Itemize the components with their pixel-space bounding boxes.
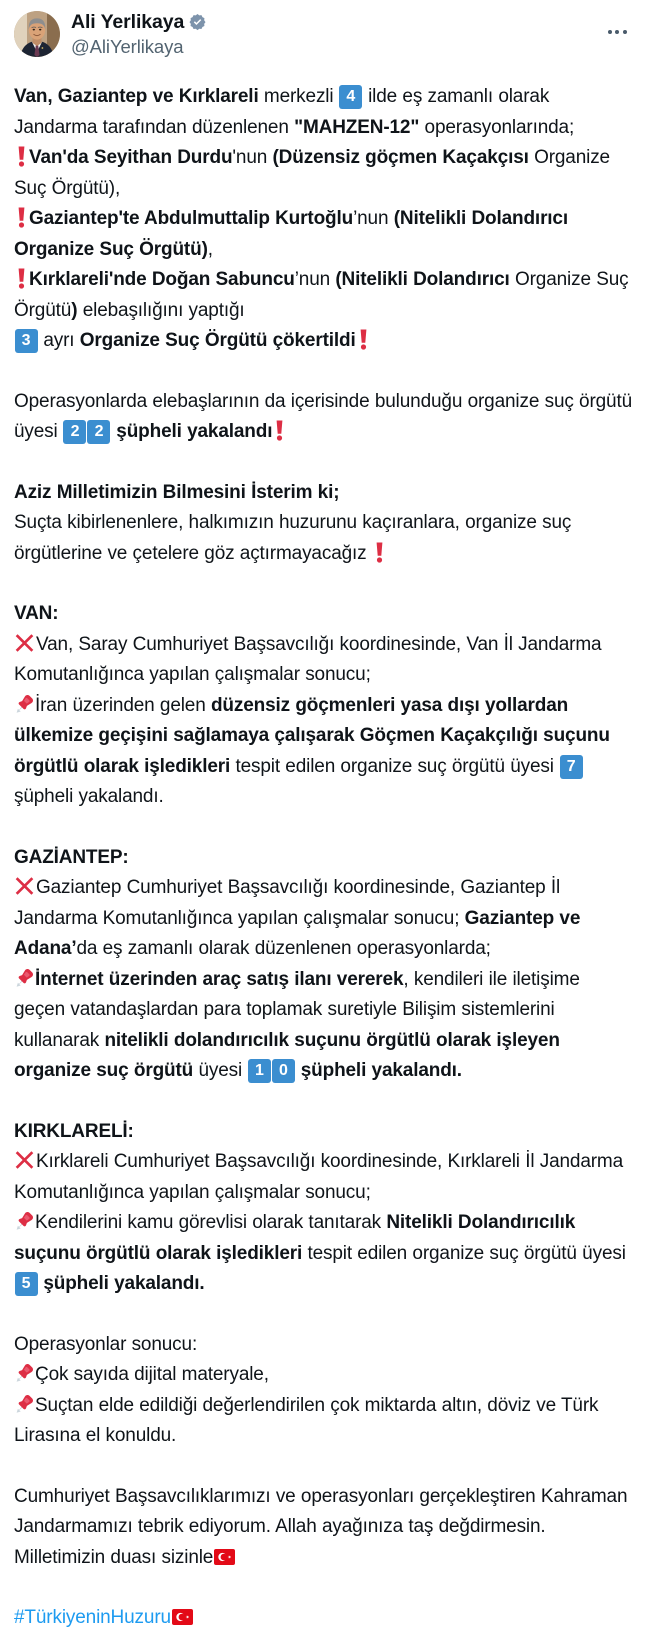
summary-paragraph bbox=[14, 387, 636, 448]
cross-mark-emoji bbox=[14, 875, 35, 896]
section-gaziantep-line-1b: da eş zamanlı olarak düzenlenen operasyonlarda; bbox=[76, 938, 491, 959]
thanks-paragraph bbox=[14, 1482, 636, 1574]
hashtag-paragraph bbox=[14, 1603, 636, 1634]
section-gaziantep bbox=[14, 843, 636, 1087]
results-item-2: Suçtan elde edildiği değerlendirilen çok miktarda altın, döviz ve Türk Lirasına el konuldu. bbox=[14, 1394, 599, 1446]
section-van-line-1: Van, Saray Cumhuriyet Başsavcılığı koordinesinde, Van İl Jandarma Komutanlığınca yapılan çalışmalar sonucu; bbox=[14, 633, 602, 685]
count-badge-van-suspects: 7 bbox=[560, 755, 583, 779]
bullet-3-org-bold: (Nitelikli Dolandırıcı bbox=[335, 269, 510, 290]
summary-bold: şüpheli yakalandı bbox=[116, 421, 273, 442]
section-van bbox=[14, 599, 636, 813]
name-row bbox=[71, 11, 207, 33]
section-kirklareli-text-2: tespit edilen organize suç örgütü üyesi bbox=[302, 1242, 626, 1264]
bullet-3-bold-3: ) bbox=[71, 299, 78, 321]
paragraph-spacer bbox=[14, 1087, 636, 1117]
turkey-flag-emoji bbox=[172, 1609, 193, 1625]
bullet-3-text-3: elebaşılığını yaptığı bbox=[77, 299, 245, 321]
count-badge-suspects-ones: 2 bbox=[87, 420, 110, 444]
display-name[interactable]: Ali Yerlikaya bbox=[71, 11, 185, 33]
intro-text-3: operasyonlarında; bbox=[419, 116, 575, 138]
bullet-3-text-1: ’nun bbox=[294, 269, 336, 290]
intro-text-1: merkezli bbox=[258, 86, 339, 107]
turkey-flag-emoji bbox=[214, 1549, 235, 1565]
exclamation-mark-emoji bbox=[17, 267, 26, 289]
intro-text-2: ilde eş zamanlı olarak Jandarma tarafından düzenlenen bbox=[14, 86, 550, 138]
tweet-header bbox=[14, 10, 636, 66]
pushpin-emoji bbox=[14, 1394, 34, 1414]
exclamation-mark-emoji bbox=[17, 206, 26, 228]
paragraph-spacer bbox=[14, 448, 636, 478]
results-heading: Operasyonlar sonucu: bbox=[14, 1333, 198, 1355]
closing-text-1: ayrı bbox=[38, 330, 80, 351]
exclamation-mark-emoji bbox=[17, 145, 26, 167]
section-gaziantep-bold-1: İnternet üzerinden araç satış ilanı vererek bbox=[35, 968, 404, 990]
count-badge-gaziantep-tens: 1 bbox=[248, 1059, 271, 1083]
pushpin-emoji bbox=[14, 1211, 34, 1231]
identity-block bbox=[71, 10, 207, 59]
pushpin-emoji bbox=[14, 694, 34, 714]
summary-text: Operasyonlarda elebaşlarının da içerisinde bulunduğu organize suç örgütü üyesi bbox=[14, 390, 633, 442]
statement-heading: Aziz Milletimizin Bilmesini İsterim ki; bbox=[14, 481, 340, 503]
paragraph-spacer bbox=[14, 1573, 636, 1603]
exclamation-mark-emoji bbox=[275, 419, 284, 441]
avatar[interactable] bbox=[14, 11, 60, 57]
bullet-3-name: Kırklareli'nde Doğan Sabuncu bbox=[29, 269, 295, 290]
bullet-2-text-2: , bbox=[207, 238, 213, 260]
verified-badge-icon bbox=[188, 13, 207, 32]
section-van-text-1: İran üzerinden gelen bbox=[35, 694, 211, 716]
pushpin-emoji bbox=[14, 968, 34, 988]
hashtag-link[interactable]: #TürkiyeninHuzuru bbox=[14, 1607, 171, 1628]
paragraph-spacer bbox=[14, 1452, 636, 1482]
bullet-2-name: Gaziantep'te Abdulmuttalip Kurtoğlu bbox=[29, 208, 354, 229]
results-paragraph bbox=[14, 1330, 636, 1452]
section-gaziantep-cities-bold: Gaziantep ve Adana’ bbox=[14, 907, 581, 959]
account-handle[interactable]: @AliYerlikaya bbox=[71, 36, 184, 58]
bullet-1-text-2: Organize Suç Örgütü), bbox=[14, 147, 610, 199]
section-kirklareli-bold-2: şüpheli yakalandı. bbox=[43, 1273, 205, 1294]
count-badge-provinces: 4 bbox=[339, 85, 362, 109]
intro-cities: Van, Gaziantep ve Kırklareli bbox=[14, 86, 259, 107]
bullet-1-name: Van'da Seyithan Durdu bbox=[29, 147, 233, 168]
section-gaziantep-bold-3: şüpheli yakalandı. bbox=[300, 1060, 462, 1081]
section-van-text-2: tespit edilen organize suç örgütü üyesi bbox=[230, 755, 560, 777]
exclamation-mark-emoji bbox=[375, 541, 384, 563]
count-badge-gaziantep-ones: 0 bbox=[272, 1059, 295, 1083]
section-kirklareli bbox=[14, 1117, 636, 1300]
paragraph-spacer bbox=[14, 813, 636, 843]
count-badge-kirklareli-suspects: 5 bbox=[15, 1272, 38, 1296]
intro-paragraph bbox=[14, 82, 636, 357]
thanks-text: Cumhuriyet Başsavcılıklarımızı ve operasyonları gerçekleştiren Kahraman Jandarmamızı tebrik ediyorum. Allah ayağınıza taş değdirmesin. Milletimizin duası sizinle bbox=[14, 1485, 628, 1568]
section-van-text-3: şüpheli yakalandı. bbox=[14, 786, 164, 807]
section-van-heading: VAN: bbox=[14, 603, 59, 624]
section-kirklareli-text-1: Kendilerini kamu görevlisi olarak tanıtarak bbox=[35, 1212, 387, 1233]
bullet-1-text-1: 'nun bbox=[232, 147, 273, 168]
section-kirklareli-bold-1: Nitelikli Dolandırıcılık suçunu örgütlü olarak işledikleri bbox=[14, 1212, 576, 1264]
pushpin-emoji bbox=[14, 1363, 34, 1383]
bullet-3-text-2: Organize Suç Örgütü bbox=[14, 269, 629, 321]
exclamation-mark-emoji bbox=[359, 328, 368, 350]
operation-name: "MAHZEN-12" bbox=[294, 116, 420, 138]
count-badge-suspects-tens: 2 bbox=[63, 420, 86, 444]
section-gaziantep-bold-2: nitelikli dolandırıcılık suçunu örgütlü olarak işleyen organize suç örgütü bbox=[14, 1029, 560, 1081]
paragraph-spacer bbox=[14, 1300, 636, 1330]
cross-mark-emoji bbox=[14, 1149, 35, 1170]
paragraph-spacer bbox=[14, 569, 636, 599]
section-gaziantep-line-1: Gaziantep Cumhuriyet Başsavcılığı koordinesinde, Gaziantep İl Jandarma Komutanlığınca yapılan çalışmalar sonucu; bbox=[14, 877, 561, 929]
paragraph-spacer bbox=[14, 357, 636, 387]
section-van-bold-1: düzensiz göçmenleri yasa dışı yollardan ülkemize geçişini sağlamaya çalışarak Göçmen Kaçakçılığı suçunu örgütlü olarak işledikleri bbox=[14, 694, 610, 777]
count-badge-organizations: 3 bbox=[15, 329, 38, 353]
results-item-1: Çok sayıda dijital materyale, bbox=[35, 1364, 269, 1385]
cross-mark-emoji bbox=[14, 632, 35, 653]
bullet-2-org-bold: (Nitelikli Dolandırıcı Organize Suç Örgütü) bbox=[14, 208, 568, 260]
section-gaziantep-heading: GAZİANTEP: bbox=[14, 846, 129, 868]
bullet-1-org-bold: (Düzensiz göçmen Kaçakçısı bbox=[272, 147, 529, 168]
section-kirklareli-line-1: Kırklareli Cumhuriyet Başsavcılığı koordinesinde, Kırklareli İl Jandarma Komutanlığınca yapılan çalışmalar sonucu; bbox=[14, 1151, 624, 1203]
section-gaziantep-text-2: üyesi bbox=[193, 1060, 248, 1081]
more-horizontal-icon[interactable] bbox=[602, 22, 632, 42]
statement-paragraph bbox=[14, 478, 636, 570]
closing-bold: Organize Suç Örgütü çökertildi bbox=[79, 330, 356, 351]
section-gaziantep-text-1: , kendileri ile iletişime geçen vatandaşlardan para toplamak suretiyle Bilişim sistemlerini kullanarak bbox=[14, 968, 580, 1051]
bullet-2-text-1: ’nun bbox=[353, 208, 394, 229]
tweet-text bbox=[14, 82, 636, 1634]
statement-body: Suçta kibirlenenlere, halkımızın huzurunu kaçıranlara, organize suç örgütlerine ve çetelere göz açtırmayacağız bbox=[14, 512, 572, 564]
section-kirklareli-heading: KIRKLARELİ: bbox=[14, 1120, 134, 1142]
